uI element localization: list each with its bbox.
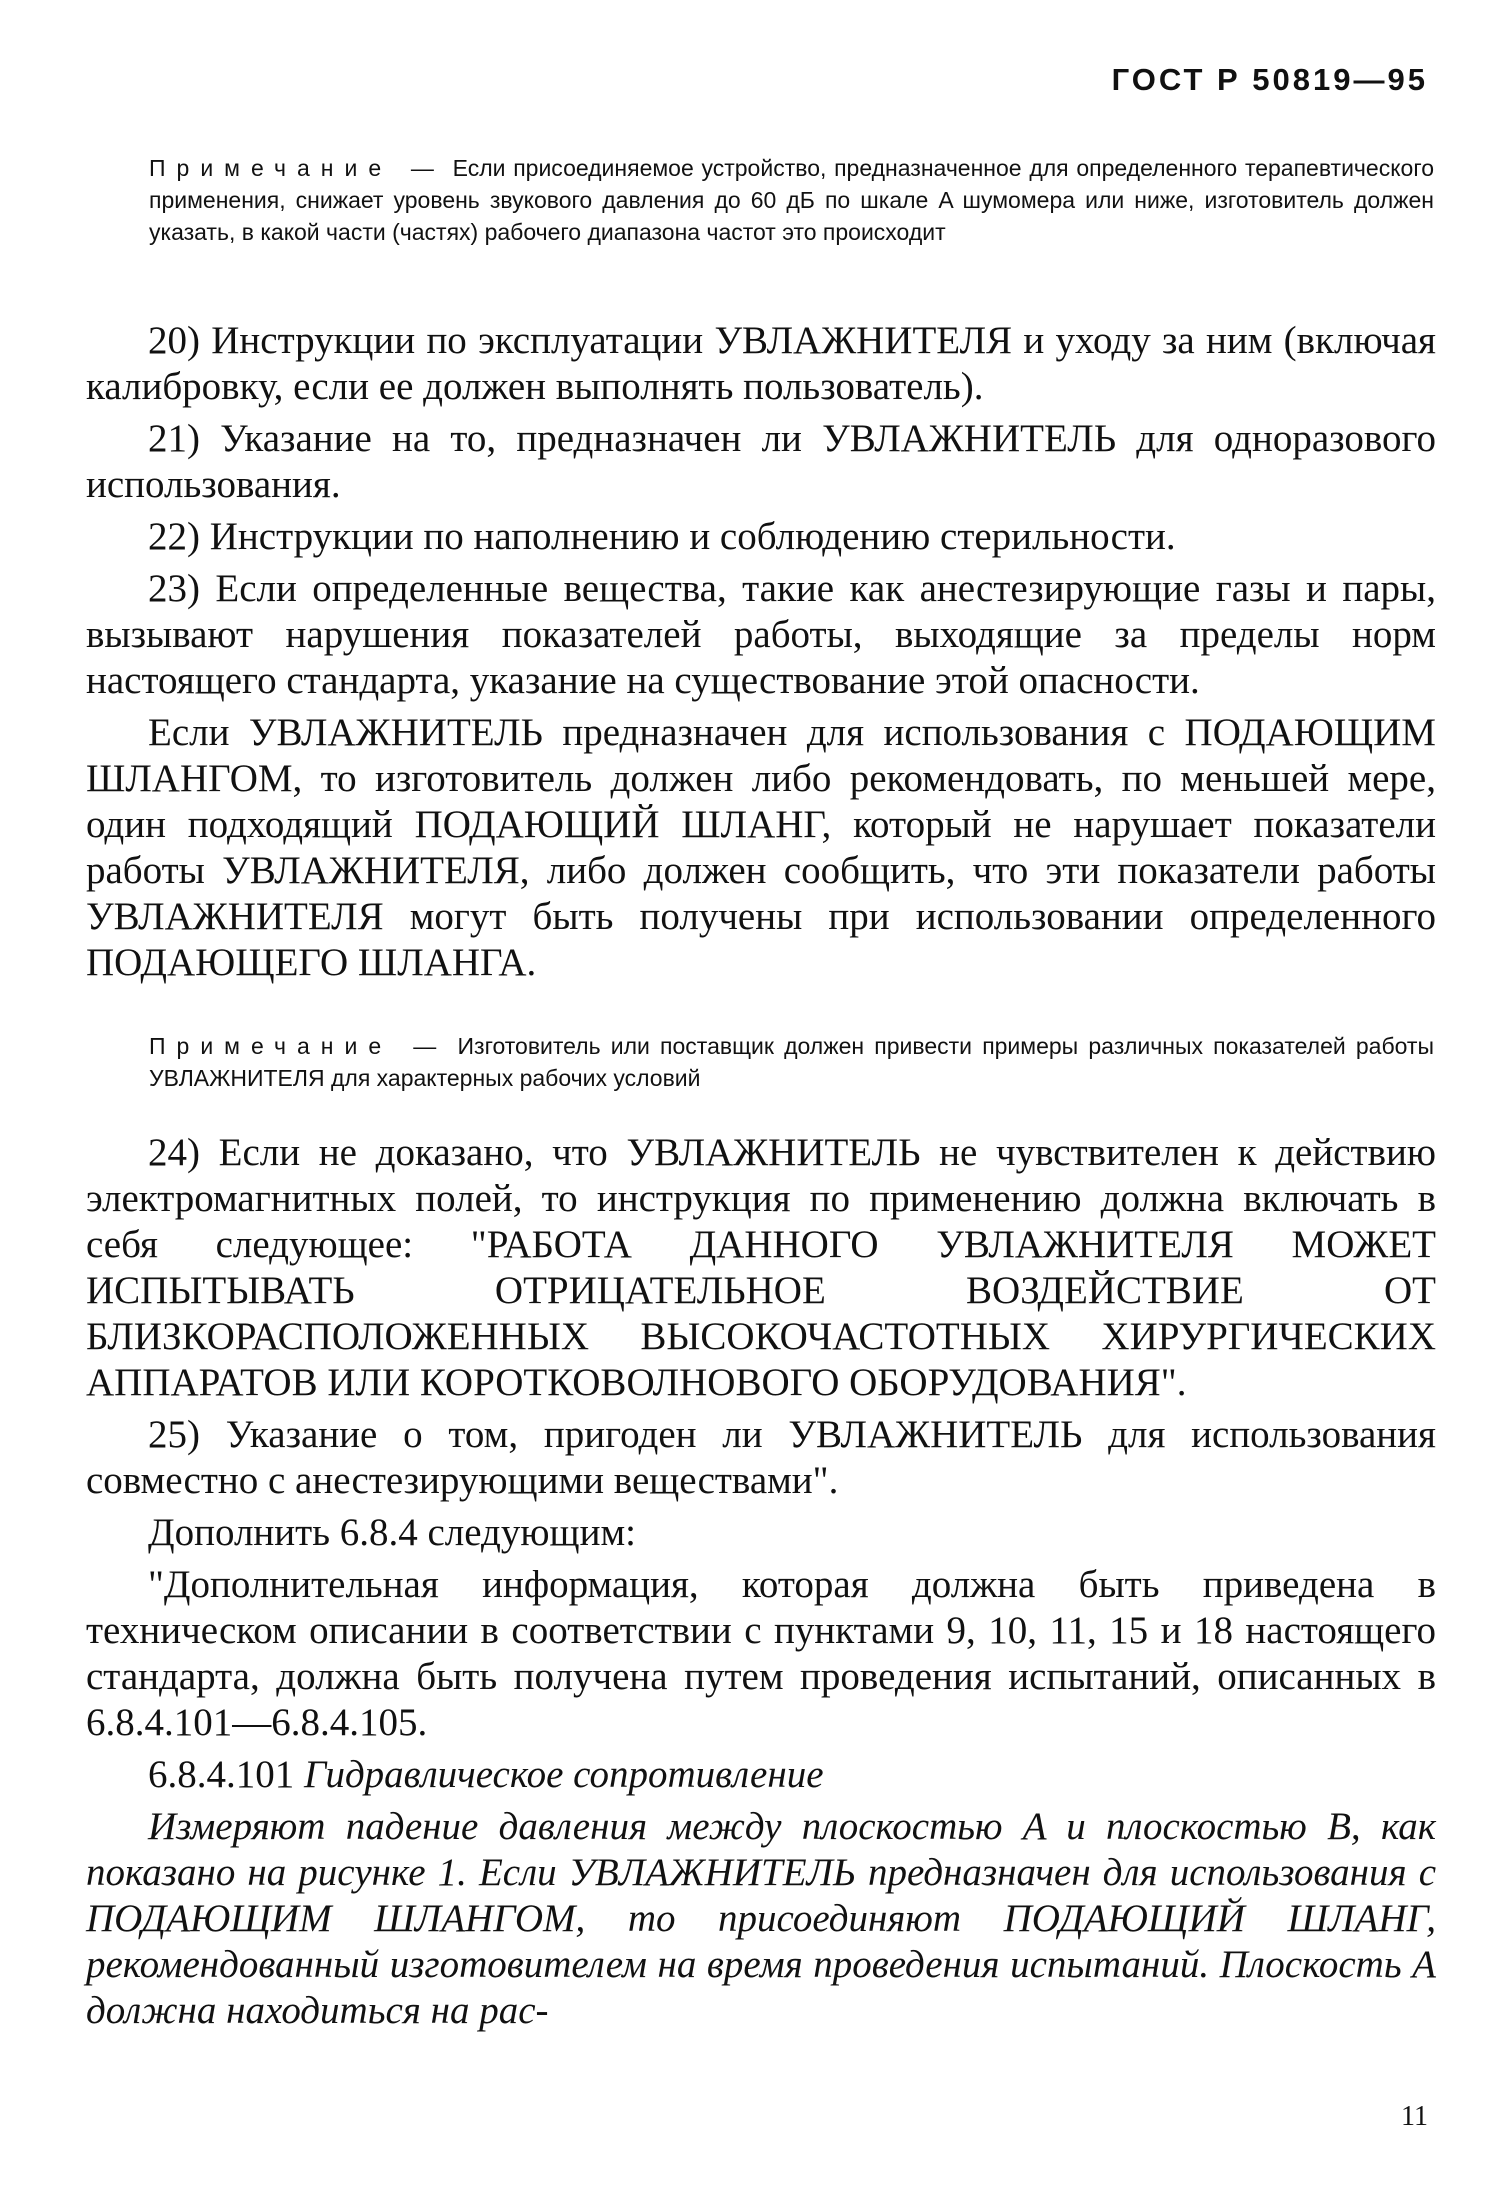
page-number: 11	[1401, 2101, 1428, 2132]
item-20: 20) Инструкции по эксплуатации УВЛАЖНИТЕЛЯ и уходу за ним (включая калибровку, если ее должен выполнять пользователь).	[86, 319, 1436, 408]
hose-paragraph: Если УВЛАЖНИТЕЛЬ предназначен для использования с ПОДАЮЩИМ ШЛАНГОМ, то изготовитель должен либо рекомендовать, по меньшей мере, один подходящий ПОДАЮЩИЙ ШЛАНГ, который не нарушает показатели работы УВЛАЖНИТЕЛЯ, либо должен сообщить, что эти показатели работы УВЛАЖНИТЕЛЯ могут быть получены при использовании определенного ПОДАЮЩЕГО ШЛАНГА.	[86, 711, 1436, 984]
item-24: 24) Если не доказано, что УВЛАЖНИТЕЛЬ не чувствителен к действию электромагнитных полей, то инструкция по применению должна включать в себя следующее: "РАБОТА ДАННОГО УВЛАЖНИТЕЛЯ МОЖЕТ ИСПЫТЫВАТЬ ОТРИЦАТЕЛЬНОЕ ВОЗДЕЙСТВИЕ ОТ БЛИЗКОРАСПОЛОЖЕННЫХ ВЫСОКОЧАСТОТНЫХ ХИРУРГИЧЕСКИХ АППАРАТОВ ИЛИ КОРОТКОВОЛНОВОГО ОБОРУДОВАНИЯ".	[86, 1131, 1436, 1404]
section-number: 6.8.4.101	[148, 1753, 295, 1796]
note-1-text: Если присоединяемое устройство, предназначенное для определенного терапевтического применения, снижает уровень звукового давления до 60 дБ по шкале A шумомера или ниже, изготовитель должен указать, в какой части (частях) рабочего диапазона частот это происходит	[149, 155, 1434, 245]
document-header: ГОСТ Р 50819—95	[1111, 62, 1428, 97]
section-title: Гидравлическое сопротивление	[304, 1753, 824, 1796]
amend-paragraph: Дополнить 6.8.4 следующим:	[148, 1511, 636, 1554]
info-paragraph: "Дополнительная информация, которая должна быть приведена в техническом описании в соответствии с пунктами 9, 10, 11, 15 и 18 настоящего стандарта, должна быть получена путем проведения испытаний, описанных в 6.8.4.101—6.8.4.105.	[86, 1563, 1436, 1744]
note-2-label: Примечание —	[149, 1033, 448, 1059]
measure-paragraph: Измеряют падение давления между плоскостью A и плоскостью B, как показано на рисунке 1. Если УВЛАЖНИТЕЛЬ предназначен для использования с ПОДАЮЩИМ ШЛАНГОМ, то присоединяют ПОДАЮЩИЙ ШЛАНГ, рекомендованный изготовителем на время проведения испытаний. Плоскость A должна находиться на рас-	[86, 1805, 1436, 2032]
item-21: 21) Указание на то, предназначен ли УВЛАЖНИТЕЛЬ для одноразового использования.	[86, 417, 1436, 506]
item-25: 25) Указание о том, пригоден ли УВЛАЖНИТЕЛЬ для использования совместно с анестезирующими веществами".	[86, 1413, 1436, 1502]
item-22: 22) Инструкции по наполнению и соблюдению стерильности.	[148, 515, 1176, 558]
main-text-block-2	[86, 1130, 1436, 2040]
main-text-block-1	[86, 318, 1436, 992]
item-23: 23) Если определенные вещества, такие как анестезирующие газы и пары, вызывают нарушения показателей работы, выходящие за пределы норм настоящего стандарта, указание на существование этой опасности.	[86, 567, 1436, 702]
note-2	[149, 1030, 1434, 1094]
note-2-text: Изготовитель или поставщик должен привести примеры различных показателей работы УВЛАЖНИТЕЛЯ для характерных рабочих условий	[149, 1033, 1434, 1091]
note-1-label: Примечание —	[149, 155, 445, 181]
note-1	[149, 152, 1434, 248]
section-heading	[86, 1752, 1436, 1798]
